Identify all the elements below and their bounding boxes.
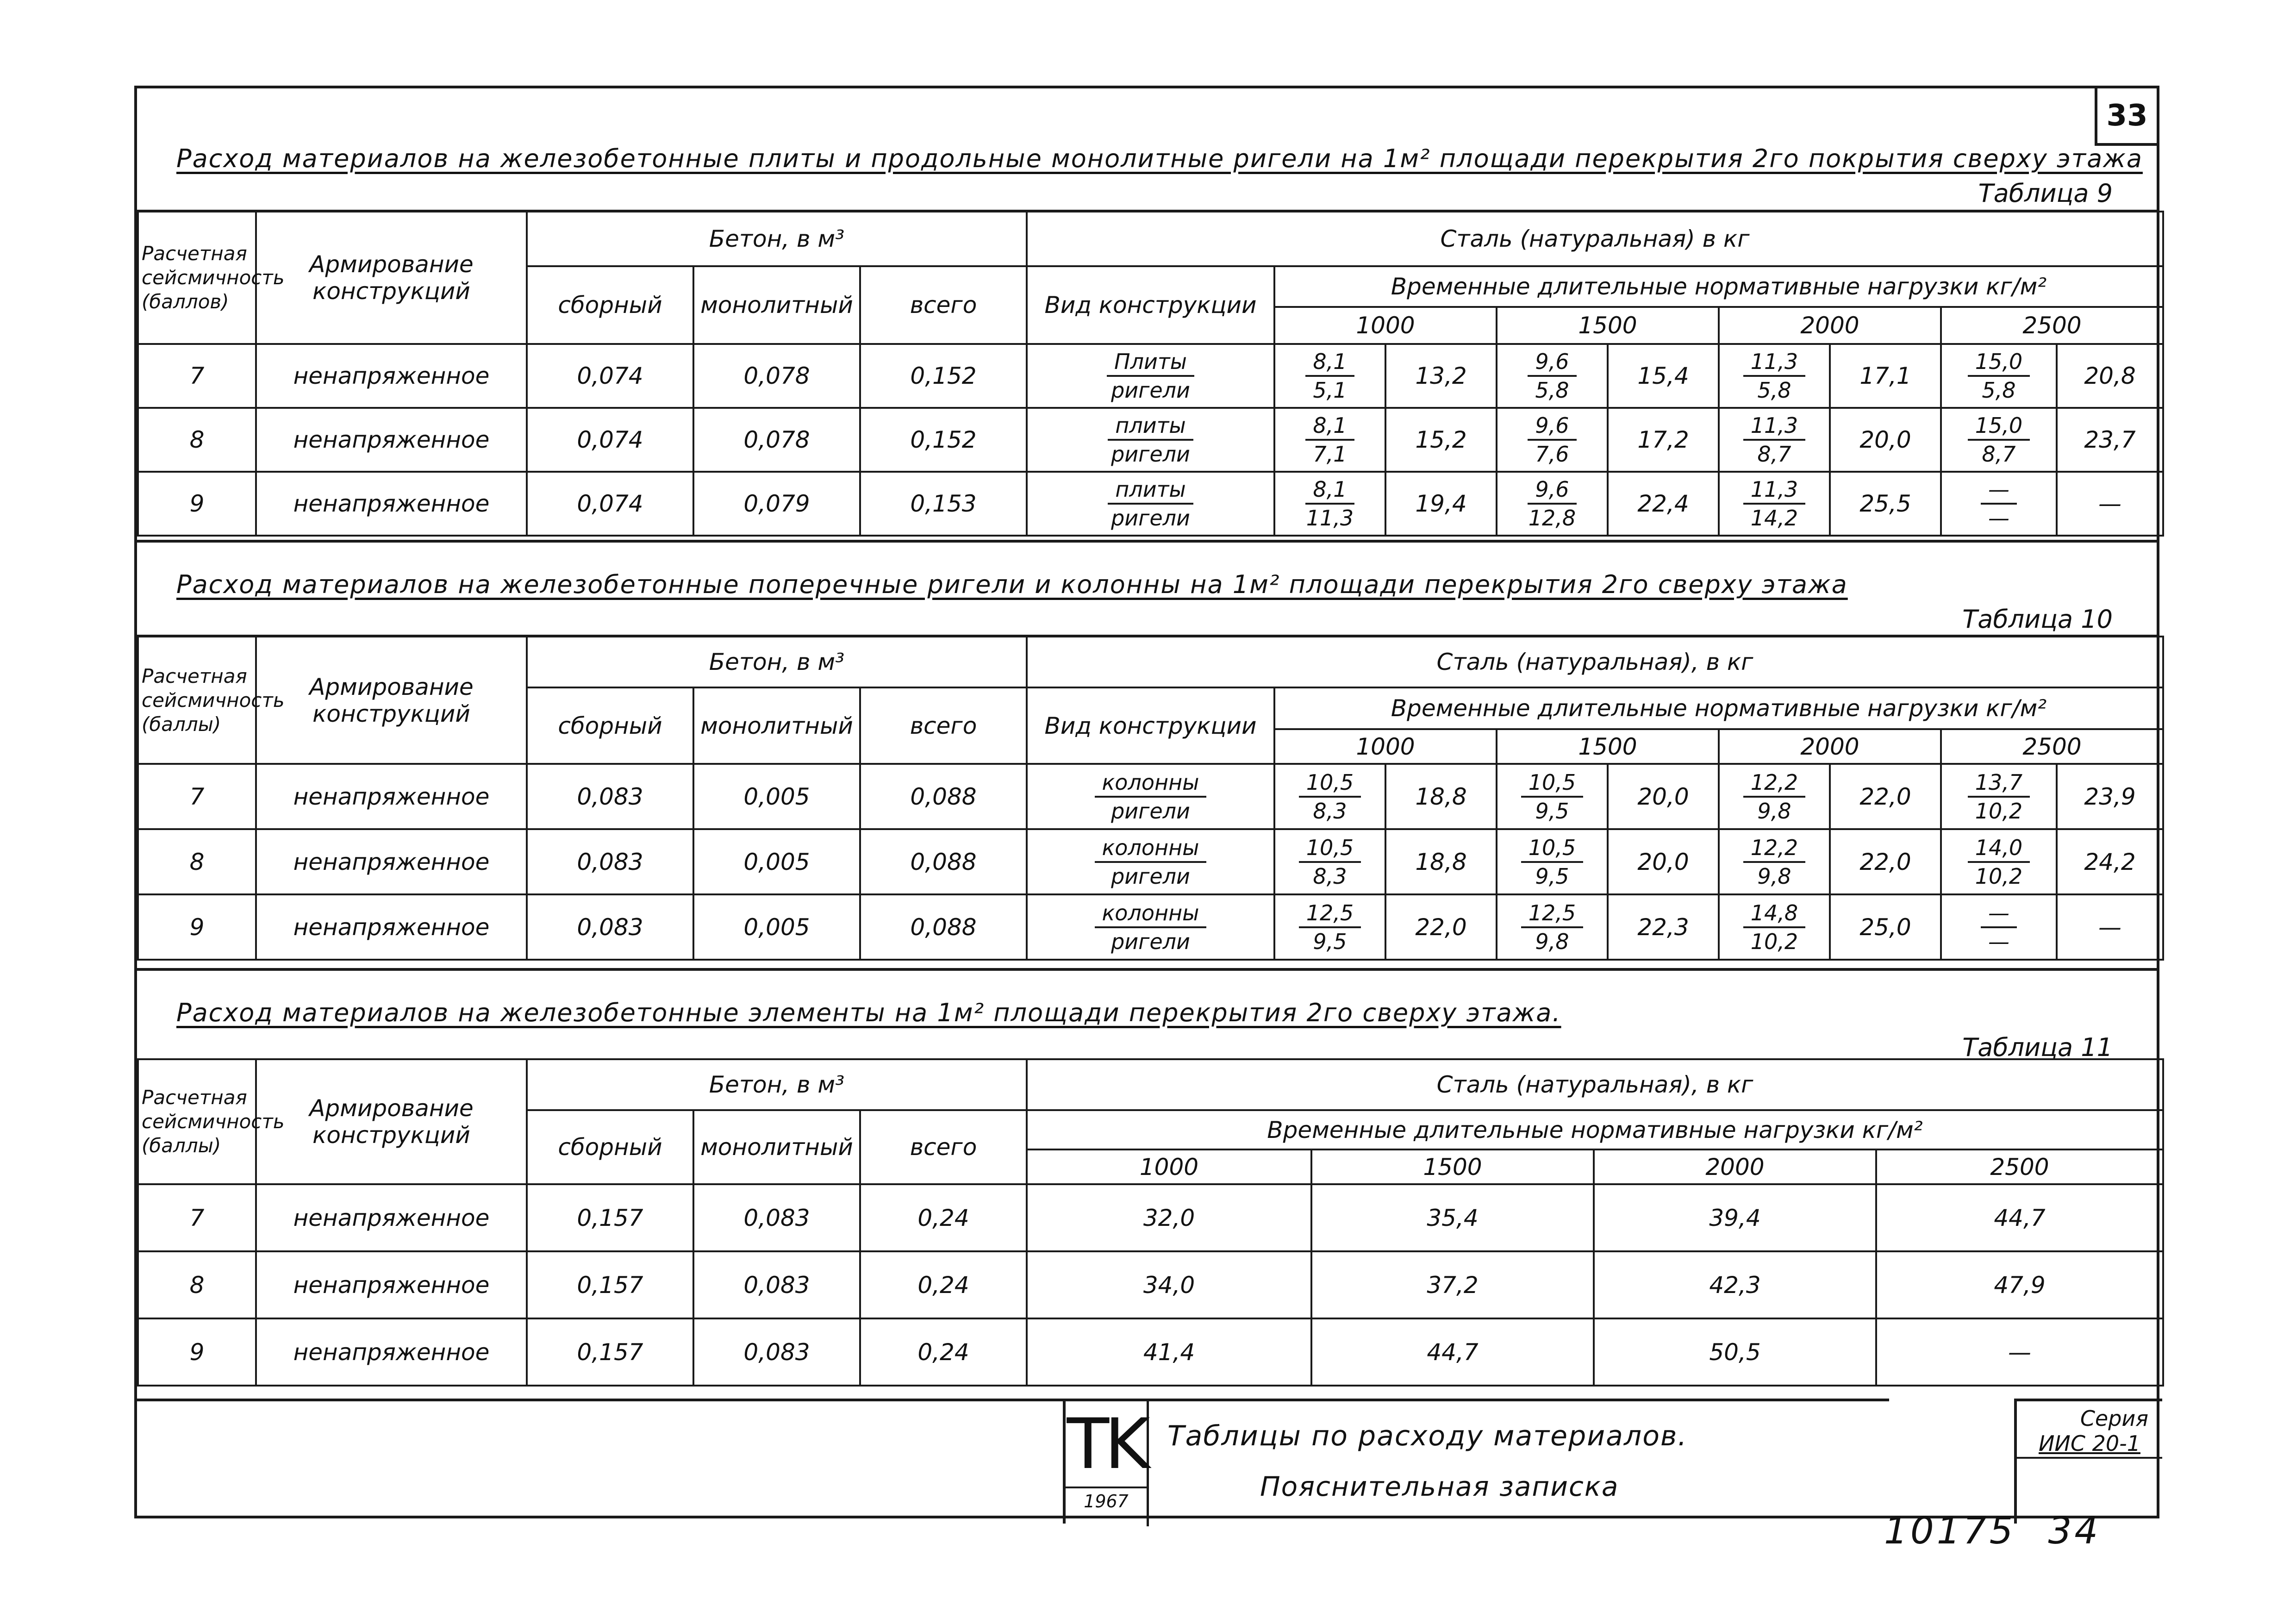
header-concrete: Бетон, в м³ [527, 1059, 1027, 1110]
kind-top: Плиты [1107, 348, 1194, 377]
steel-split-1500 [1497, 472, 1608, 536]
table-row [138, 764, 2163, 829]
load-2000: 2000 [1719, 307, 1941, 344]
reinforcement-value: ненапряженное [256, 408, 527, 472]
prefab-value: 0,157 [527, 1318, 693, 1386]
steel-split-1500 [1497, 344, 1608, 408]
seismicity-value: 7 [138, 764, 256, 829]
steel-top: 8,1 [1305, 476, 1354, 505]
steel-sum-2000: 22,0 [1830, 764, 1941, 829]
steel-bottom: 5,8 [1982, 378, 2016, 403]
steel-sum-2000: 22,0 [1830, 829, 1941, 894]
steel-split-2500 [1941, 764, 2057, 829]
kind-top: колонны [1095, 769, 1207, 798]
steel-bottom: 10,2 [1975, 863, 2023, 889]
steel-bottom: 8,7 [1982, 442, 2016, 467]
table10 [137, 636, 2164, 961]
steel-split-2500 [1941, 408, 2057, 472]
table-row [138, 472, 2163, 536]
kind-pair [1030, 834, 1271, 890]
header-concrete: Бетон, в м³ [527, 637, 1027, 687]
steel-bottom: 9,8 [1535, 929, 1569, 954]
table10-title: Расход материалов на железобетонные поперечные ригели и колонны на 1м² площади перекрытия 2го сверху этажа [176, 570, 1848, 599]
prefab-value: 0,083 [527, 829, 693, 894]
steel-top: 8,1 [1305, 412, 1354, 441]
table11-title: Расход материалов на железобетонные элементы на 1м² площади перекрытия 2го сверху этажа. [176, 998, 1561, 1027]
steel-fraction [1722, 476, 1826, 531]
steel-fraction [1500, 476, 1604, 531]
header-steel: Сталь (натуральная), в кг [1027, 1059, 2163, 1110]
divider [137, 968, 2157, 971]
sheet-number: 34 [2048, 1509, 2101, 1552]
steel-top: 10,5 [1521, 834, 1583, 863]
header-monolithic: монолитный [693, 1110, 860, 1184]
steel-sum-1500: 15,4 [1608, 344, 1719, 408]
header-total: всего [860, 1110, 1027, 1184]
table-row [138, 894, 2163, 960]
total-value: 0,24 [860, 1251, 1027, 1318]
steel-top: 13,7 [1968, 769, 2030, 798]
steel-split-2500 [1941, 472, 2057, 536]
reinforcement-value: ненапряженное [256, 1318, 527, 1386]
kind-bottom: ригели [1111, 929, 1190, 954]
kind-pair [1030, 769, 1271, 824]
table9-title: Расход материалов на железобетонные плиты и продольные монолитные ригели на 1м² площади перекрытия 2го покрытия сверху этажа [176, 144, 2143, 173]
header-reinforcement: Армирование конструкций [256, 212, 527, 344]
header-seismicity: Расчетная сейсмичность (баллы) [138, 637, 256, 764]
steel-value-1500: 44,7 [1311, 1318, 1594, 1386]
steel-bottom: 10,2 [1975, 798, 2023, 824]
construction-kind [1027, 764, 1274, 829]
header-steel: Сталь (натуральная), в кг [1027, 637, 2163, 687]
total-value: 0,24 [860, 1318, 1027, 1386]
header-reinforcement: Армирование конструкций [256, 1059, 527, 1184]
monolithic-value: 0,078 [693, 408, 860, 472]
series-label: Серия [2080, 1406, 2148, 1431]
stamp-subtitle: Пояснительная записка [1260, 1471, 1619, 1502]
steel-top: 10,5 [1299, 769, 1361, 798]
construction-kind [1027, 894, 1274, 960]
seismicity-value: 9 [138, 1318, 256, 1386]
load-2000: 2000 [1719, 729, 1941, 764]
kind-top: плиты [1108, 476, 1193, 505]
steel-value-2000: 42,3 [1594, 1251, 1876, 1318]
table9-label: Таблица 9 [1978, 179, 2113, 208]
divider [137, 540, 2157, 543]
monolithic-value: 0,005 [693, 894, 860, 960]
steel-bottom: 7,1 [1313, 442, 1347, 467]
steel-split-2000 [1719, 829, 1830, 894]
steel-top: 9,6 [1528, 412, 1576, 441]
kind-pair [1030, 412, 1271, 468]
steel-sum-1500: 22,3 [1608, 894, 1719, 960]
reinforcement-value: ненапряженное [256, 1184, 527, 1251]
kind-top: плиты [1108, 412, 1193, 441]
steel-fraction [1945, 412, 2053, 468]
steel-split-1500 [1497, 764, 1608, 829]
table10-label: Таблица 10 [1962, 605, 2113, 634]
steel-split-2500 [1941, 344, 2057, 408]
construction-kind [1027, 408, 1274, 472]
steel-sum-2000: 25,0 [1830, 894, 1941, 960]
steel-fraction [1278, 476, 1382, 531]
steel-sum-1000: 19,4 [1385, 472, 1497, 536]
steel-fraction [1722, 348, 1826, 404]
monolithic-value: 0,083 [693, 1318, 860, 1386]
steel-top: 12,2 [1743, 834, 1805, 863]
load-2500: 2500 [1941, 307, 2163, 344]
steel-top: 10,5 [1521, 769, 1583, 798]
steel-top: 11,3 [1743, 476, 1805, 505]
steel-top: — [1981, 899, 2017, 928]
table-row [138, 1251, 2163, 1318]
steel-split-1000 [1274, 764, 1385, 829]
steel-split-1000 [1274, 829, 1385, 894]
steel-top: 11,3 [1743, 412, 1805, 441]
header-prefab: сборный [527, 1110, 693, 1184]
load-1000: 1000 [1274, 307, 1497, 344]
reinforcement-value: ненапряженное [256, 1251, 527, 1318]
prefab-value: 0,083 [527, 894, 693, 960]
steel-value-2500: 44,7 [1876, 1184, 2163, 1251]
construction-kind [1027, 472, 1274, 536]
monolithic-value: 0,005 [693, 764, 860, 829]
total-value: 0,153 [860, 472, 1027, 536]
table-row [138, 1184, 2163, 1251]
load-2500: 2500 [1876, 1149, 2163, 1184]
steel-value-2500: — [1876, 1318, 2163, 1386]
kind-bottom: ригели [1111, 863, 1190, 889]
steel-sum-2500: 20,8 [2057, 344, 2163, 408]
table-row [138, 408, 2163, 472]
total-value: 0,24 [860, 1184, 1027, 1251]
steel-sum-1000: 13,2 [1385, 344, 1497, 408]
steel-split-1500 [1497, 829, 1608, 894]
seismicity-value: 8 [138, 408, 256, 472]
load-1000: 1000 [1274, 729, 1497, 764]
steel-bottom: 7,6 [1535, 442, 1569, 467]
steel-bottom: 8,7 [1757, 442, 1791, 467]
steel-fraction [1722, 412, 1826, 468]
header-total: всего [860, 266, 1027, 344]
steel-fraction [1945, 899, 2053, 955]
steel-top: 15,0 [1968, 348, 2030, 377]
monolithic-value: 0,083 [693, 1184, 860, 1251]
steel-fraction [1500, 899, 1604, 955]
divider [137, 1399, 1063, 1401]
table-row [138, 829, 2163, 894]
steel-fraction [1722, 769, 1826, 824]
steel-split-1000 [1274, 408, 1385, 472]
header-loads: Временные длительные нормативные нагрузки кг/м² [1027, 1110, 2163, 1149]
steel-bottom: — [1988, 506, 2009, 531]
kind-bottom: ригели [1111, 378, 1190, 403]
steel-bottom: — [1988, 929, 2009, 954]
steel-top: — [1981, 476, 2017, 505]
seismicity-value: 8 [138, 829, 256, 894]
kind-bottom: ригели [1111, 506, 1190, 531]
seismicity-value: 8 [138, 1251, 256, 1318]
header-prefab: сборный [527, 266, 693, 344]
header-steel: Сталь (натуральная) в кг [1027, 212, 2163, 266]
steel-bottom: 5,1 [1313, 378, 1347, 403]
steel-bottom: 9,5 [1535, 863, 1569, 889]
header-monolithic: монолитный [693, 687, 860, 764]
prefab-value: 0,074 [527, 344, 693, 408]
header-reinforcement: Армирование конструкций [256, 637, 527, 764]
steel-sum-1000: 18,8 [1385, 764, 1497, 829]
total-value: 0,152 [860, 408, 1027, 472]
header-loads: Временные длительные нормативные нагрузки кг/м² [1274, 687, 2163, 729]
steel-fraction [1500, 348, 1604, 404]
header-total: всего [860, 687, 1027, 764]
kind-bottom: ригели [1111, 798, 1190, 824]
steel-value-1000: 41,4 [1027, 1318, 1311, 1386]
reinforcement-value: ненапряженное [256, 764, 527, 829]
steel-sum-1500: 20,0 [1608, 829, 1719, 894]
steel-top: 15,0 [1968, 412, 2030, 441]
steel-bottom: 9,5 [1535, 798, 1569, 824]
divider [2017, 1457, 2162, 1459]
reinforcement-value: ненапряженное [256, 829, 527, 894]
load-1500: 1500 [1311, 1149, 1594, 1184]
footer-doc-number [1884, 1509, 2101, 1552]
steel-value-2000: 50,5 [1594, 1318, 1876, 1386]
seismicity-value: 7 [138, 344, 256, 408]
load-1500: 1500 [1497, 307, 1719, 344]
load-2500: 2500 [1941, 729, 2163, 764]
steel-top: 11,3 [1743, 348, 1805, 377]
header-monolithic: монолитный [693, 266, 860, 344]
steel-fraction [1945, 769, 2053, 824]
construction-kind [1027, 829, 1274, 894]
prefab-value: 0,074 [527, 408, 693, 472]
seismicity-value: 9 [138, 894, 256, 960]
steel-split-1000 [1274, 894, 1385, 960]
monolithic-value: 0,078 [693, 344, 860, 408]
steel-bottom: 11,3 [1306, 506, 1354, 531]
steel-fraction [1722, 834, 1826, 890]
series-block [2014, 1399, 2162, 1524]
steel-fraction [1722, 899, 1826, 955]
steel-bottom: 9,8 [1757, 863, 1791, 889]
load-1000: 1000 [1027, 1149, 1311, 1184]
steel-sum-2000: 20,0 [1830, 408, 1941, 472]
header-seismicity: Расчетная сейсмичность (баллов) [138, 212, 256, 344]
tk-logo-box [1066, 1401, 1149, 1526]
steel-bottom: 5,8 [1757, 378, 1791, 403]
steel-top: 14,8 [1743, 899, 1805, 928]
steel-split-1500 [1497, 408, 1608, 472]
steel-fraction [1500, 769, 1604, 824]
steel-value-1000: 32,0 [1027, 1184, 1311, 1251]
series-value: ИИС 20-1 [2039, 1431, 2140, 1456]
steel-bottom: 8,3 [1313, 863, 1347, 889]
steel-fraction [1278, 899, 1382, 955]
steel-fraction [1278, 834, 1382, 890]
steel-sum-1000: 22,0 [1385, 894, 1497, 960]
steel-value-2500: 47,9 [1876, 1251, 2163, 1318]
steel-value-2000: 39,4 [1594, 1184, 1876, 1251]
steel-sum-1000: 18,8 [1385, 829, 1497, 894]
load-2000: 2000 [1594, 1149, 1876, 1184]
steel-sum-1000: 15,2 [1385, 408, 1497, 472]
steel-fraction [1500, 412, 1604, 468]
doc-number: 10175 [1884, 1509, 2016, 1552]
steel-sum-2500: — [2057, 472, 2163, 536]
steel-bottom: 12,8 [1528, 506, 1576, 531]
steel-value-1500: 37,2 [1311, 1251, 1594, 1318]
header-loads: Временные длительные нормативные нагрузки кг/м² [1274, 266, 2163, 307]
steel-sum-1500: 22,4 [1608, 472, 1719, 536]
load-1500: 1500 [1497, 729, 1719, 764]
stamp-year: 1967 [1066, 1487, 1147, 1512]
page-number: 33 [2095, 86, 2159, 146]
prefab-value: 0,157 [527, 1251, 693, 1318]
total-value: 0,088 [860, 829, 1027, 894]
steel-split-2500 [1941, 894, 2057, 960]
steel-sum-2500: 24,2 [2057, 829, 2163, 894]
steel-split-2000 [1719, 344, 1830, 408]
kind-pair [1030, 476, 1271, 531]
steel-top: 8,1 [1305, 348, 1354, 377]
steel-split-2000 [1719, 408, 1830, 472]
steel-fraction [1945, 348, 2053, 404]
monolithic-value: 0,083 [693, 1251, 860, 1318]
steel-bottom: 9,8 [1757, 798, 1791, 824]
reinforcement-value: ненапряженное [256, 894, 527, 960]
prefab-value: 0,083 [527, 764, 693, 829]
monolithic-value: 0,005 [693, 829, 860, 894]
prefab-value: 0,157 [527, 1184, 693, 1251]
total-value: 0,088 [860, 764, 1027, 829]
reinforcement-value: ненапряженное [256, 472, 527, 536]
steel-sum-2500: 23,7 [2057, 408, 2163, 472]
steel-split-2000 [1719, 894, 1830, 960]
total-value: 0,088 [860, 894, 1027, 960]
steel-split-1000 [1274, 472, 1385, 536]
steel-top: 9,6 [1528, 476, 1576, 505]
steel-sum-2000: 25,5 [1830, 472, 1941, 536]
steel-sum-1500: 17,2 [1608, 408, 1719, 472]
steel-split-2000 [1719, 472, 1830, 536]
steel-value-1500: 35,4 [1311, 1184, 1594, 1251]
construction-kind [1027, 344, 1274, 408]
total-value: 0,152 [860, 344, 1027, 408]
table-row [138, 1318, 2163, 1386]
steel-split-2000 [1719, 764, 1830, 829]
drawing-frame [134, 86, 2159, 1518]
steel-bottom: 5,8 [1535, 378, 1569, 403]
table-row [138, 344, 2163, 408]
header-construction-kind: Вид конструкции [1027, 687, 1274, 764]
kind-top: колонны [1095, 834, 1207, 863]
steel-top: 12,5 [1299, 899, 1361, 928]
steel-fraction [1278, 348, 1382, 404]
header-prefab: сборный [527, 687, 693, 764]
kind-pair [1030, 899, 1271, 955]
steel-split-2500 [1941, 829, 2057, 894]
prefab-value: 0,074 [527, 472, 693, 536]
steel-value-1000: 34,0 [1027, 1251, 1311, 1318]
steel-split-1000 [1274, 344, 1385, 408]
steel-fraction [1945, 476, 2053, 531]
steel-split-1500 [1497, 894, 1608, 960]
stamp-title: Таблицы по расходу материалов. [1167, 1420, 1688, 1452]
header-construction-kind: Вид конструкции [1027, 266, 1274, 344]
steel-sum-1500: 20,0 [1608, 764, 1719, 829]
steel-sum-2500: — [2057, 894, 2163, 960]
steel-bottom: 14,2 [1750, 506, 1798, 531]
header-seismicity: Расчетная сейсмичность (баллы) [138, 1059, 256, 1184]
steel-bottom: 10,2 [1750, 929, 1798, 954]
steel-fraction [1278, 769, 1382, 824]
steel-top: 12,5 [1521, 899, 1583, 928]
steel-bottom: 8,3 [1313, 798, 1347, 824]
steel-top: 12,2 [1743, 769, 1805, 798]
reinforcement-value: ненапряженное [256, 344, 527, 408]
steel-top: 10,5 [1299, 834, 1361, 863]
steel-sum-2500: 23,9 [2057, 764, 2163, 829]
table9 [137, 211, 2164, 537]
steel-sum-2000: 17,1 [1830, 344, 1941, 408]
tk-logo: TK [1067, 1404, 1146, 1485]
kind-pair [1030, 348, 1271, 404]
steel-fraction [1278, 412, 1382, 468]
table11 [137, 1058, 2164, 1387]
steel-fraction [1945, 834, 2053, 890]
table11-label: Таблица 11 [1962, 1033, 2113, 1062]
header-concrete: Бетон, в м³ [527, 212, 1027, 266]
monolithic-value: 0,079 [693, 472, 860, 536]
seismicity-value: 7 [138, 1184, 256, 1251]
steel-top: 14,0 [1968, 834, 2030, 863]
steel-bottom: 9,5 [1313, 929, 1347, 954]
title-block [1063, 1399, 1889, 1524]
seismicity-value: 9 [138, 472, 256, 536]
kind-top: колонны [1095, 899, 1207, 928]
steel-fraction [1500, 834, 1604, 890]
steel-top: 9,6 [1528, 348, 1576, 377]
kind-bottom: ригели [1111, 442, 1190, 467]
